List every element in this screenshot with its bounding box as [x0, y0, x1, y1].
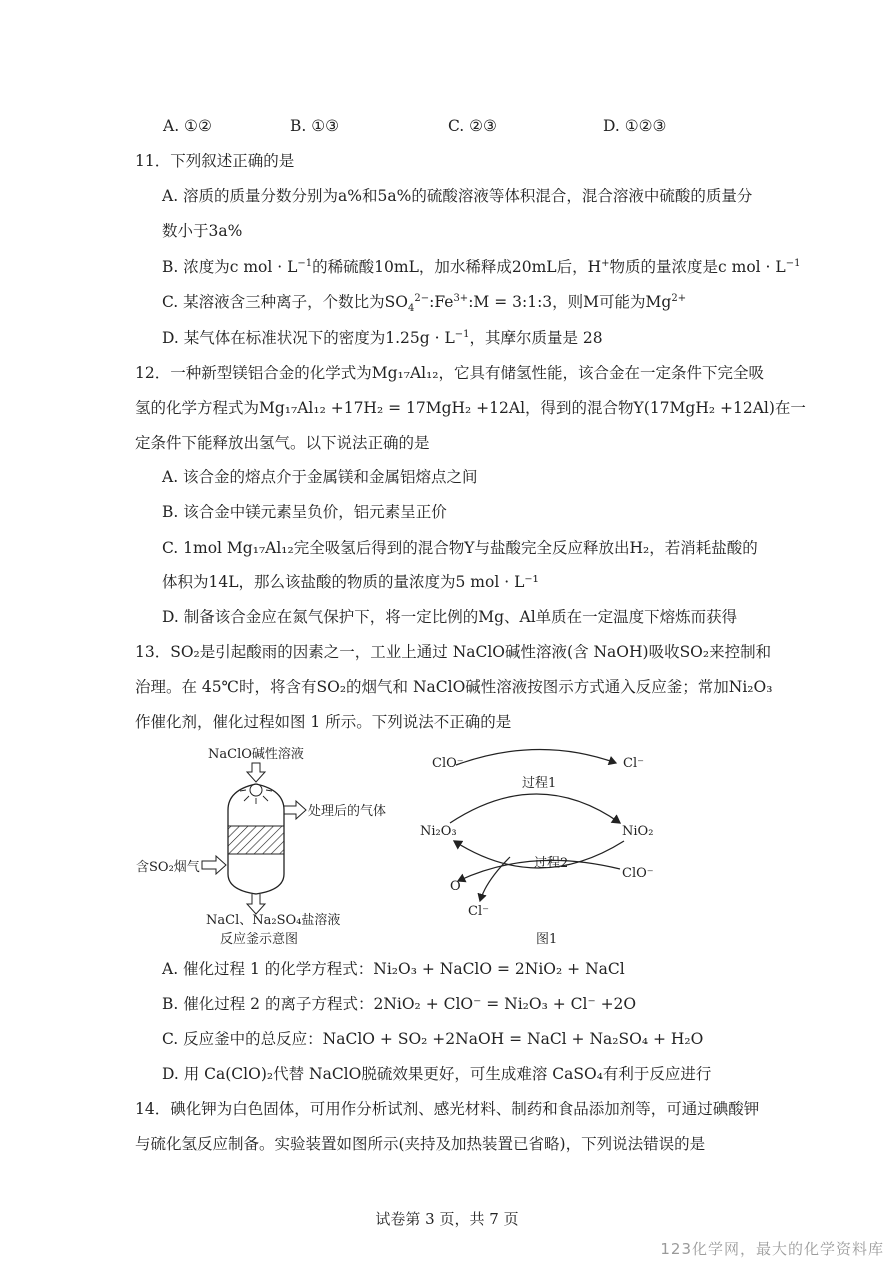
o-label: O [450, 879, 461, 894]
q11-d-part1: D. 某气体在标准状况下的密度为1.25g · L [162, 329, 455, 347]
q11-d-part2: ，其摩尔质量是 28 [469, 329, 603, 347]
process1-arrow [450, 794, 620, 823]
gas-inlet-arrow-icon [202, 856, 226, 874]
q10-options [0, 115, 894, 137]
q13-stem-line3: 作催化剂，催化过程如图 1 所示。下列说法不正确的是 [135, 713, 512, 731]
catalytic-cycle-diagram [410, 745, 680, 950]
process1-ion-arrow [456, 749, 616, 765]
q11-c-part3: :M = 3:1:3，则M可能为Mg [468, 293, 672, 311]
q11-b-part3: 物质的量浓度是c mol · L [609, 258, 786, 276]
process2-label: 过程2 [534, 856, 569, 871]
q11-option-d: D. 某气体在标准状况下的密度为$1.25g \cdot L^{-1}$，其摩尔质量是 28 [162, 328, 603, 347]
watermark: 123化学网，最大的化学资料库 [660, 1240, 884, 1258]
q11-stem: 11．下列叙述正确的是 [135, 152, 295, 170]
q11-option-a-line1: A. 溶质的质量分数分别为a%和5a%的硫酸溶液等体积混合，混合溶液中硫酸的质量分 [162, 187, 753, 205]
reactor-diagram [130, 740, 387, 950]
reactor-bottom-label: NaCl、Na₂SO₄盐溶液 [206, 913, 341, 928]
reactor-in-label: 含SO₂烟气 [136, 860, 200, 875]
q13-option-c: C. 反应釜中的总反应：NaClO + SO₂ +2NaOH = NaCl + Na₂SO₄ + H₂O [162, 1030, 704, 1048]
packing-layer [228, 826, 284, 854]
q13-stem-line1: 13．SO₂是引起酸雨的因素之一，工业上通过 NaClO碱性溶液(含 NaOH)吸收SO₂来控制和 [135, 643, 772, 661]
ni2o3-label: Ni₂O₃ [420, 824, 457, 839]
q12-option-b: B. 该合金中镁元素呈负价，铝元素呈正价 [162, 503, 447, 521]
q12-stem-line1: 12．一种新型镁铝合金的化学式为Mg₁₇Al₁₂，它具有储氢性能，该合金在一定条件下完全吸 [135, 364, 765, 382]
figure1-caption: 图1 [536, 932, 558, 947]
q10-option-b: B. ①③ [290, 117, 340, 135]
q11-c-part2: :Fe [429, 293, 454, 311]
q12-option-d: D. 制备该合金应在氮气保护下，将一定比例的Mg、Al单质在一定温度下熔炼而获得 [162, 608, 738, 626]
q11-option-a-line2: 数小于3a% [162, 222, 243, 240]
cl-bottom-label: Cl⁻ [468, 904, 489, 919]
q12-option-c-line1: C. 1mol Mg₁₇Al₁₂完全吸氢后得到的混合物Y与盐酸完全反应释放出H₂，若消耗盐酸的 [162, 539, 758, 557]
q13-stem-line2: 治理。在 45℃时，将含有SO₂的烟气和 NaClO碱性溶液按图示方式通入反应釜；常加Ni₂O₃ [135, 678, 773, 696]
q11-option-c: C. 某溶液含三种离子，个数比为$SO_4^{2-}:Fe^{3+}:M$ = 3:1:3，则M可能为$Mg^{2+}$ [162, 292, 687, 315]
clo-top-label: ClO⁻ [432, 756, 464, 771]
q10-option-a: A. ①② [163, 117, 212, 135]
gas-outlet-arrow-icon [284, 801, 306, 819]
q13-option-a: A. 催化过程 1 的化学方程式：Ni₂O₃ + NaClO = 2NiO₂ + NaCl [162, 960, 625, 978]
q14-stem-line2: 与硫化氢反应制备。实验装置如图所示(夹持及加热装置已省略)，下列说法错误的是 [135, 1135, 706, 1153]
cl-top-label: Cl⁻ [623, 756, 644, 771]
clo-bottom-label: ClO⁻ [622, 866, 654, 881]
liquid-outlet-arrow-icon [247, 894, 265, 914]
q11-b-part1: B. 浓度为c mol · L [162, 258, 298, 276]
q13-option-b: B. 催化过程 2 的离子方程式：2NiO₂ + ClO⁻ = Ni₂O₃ + Cl⁻ +2O [162, 995, 637, 1013]
q14-stem-line1: 14．碘化钾为白色固体，可用作分析试剂、感光材料、制药和食品添加剂等，可通过碘酸钾 [135, 1100, 760, 1118]
reactor-out-label: 处理后的气体 [308, 804, 387, 819]
q13-option-d: D. 用 Ca(ClO)₂代替 NaClO脱硫效果更好，可生成难溶 CaSO₄有利于反应进行 [162, 1065, 712, 1083]
nio2-label: NiO₂ [622, 824, 654, 839]
inlet-arrow-icon [247, 763, 265, 782]
q11-c-part1: C. 某溶液含三种离子，个数比为SO [162, 293, 408, 311]
q12-option-a: A. 该合金的熔点介于金属镁和金属铝熔点之间 [162, 468, 478, 486]
reactor-caption: 反应釜示意图 [220, 932, 299, 947]
spray-nozzle-icon [250, 784, 262, 796]
process1-label: 过程1 [522, 776, 557, 791]
q10-option-d: D. ①②③ [603, 117, 667, 135]
q12-stem-line2: 氢的化学方程式为Mg₁₇Al₁₂ +17H₂ = 17MgH₂ +12Al，得到的混合物Y(17MgH₂ +12Al)在一 [135, 399, 806, 417]
q11-b-part2: 的稀硫酸10mL，加水稀释成20mL后，H [312, 258, 602, 276]
q11-option-b: B. 浓度为c mol · $L^{-1}$的稀硫酸10mL，加水稀释成20mL后，H+物质的量浓度是c mol · $L^{-1}$ [162, 257, 801, 276]
page-footer: 试卷第 3 页，共 7 页 [375, 1210, 519, 1228]
q12-option-c-line2: 体积为14L，那么该盐酸的物质的量浓度为5 mol · L⁻¹ [162, 573, 539, 591]
q12-stem-line3: 定条件下能释放出氢气。以下说法正确的是 [135, 434, 430, 452]
q10-option-c: C. ②③ [448, 117, 497, 135]
reactor-top-label: NaClO碱性溶液 [208, 747, 304, 762]
